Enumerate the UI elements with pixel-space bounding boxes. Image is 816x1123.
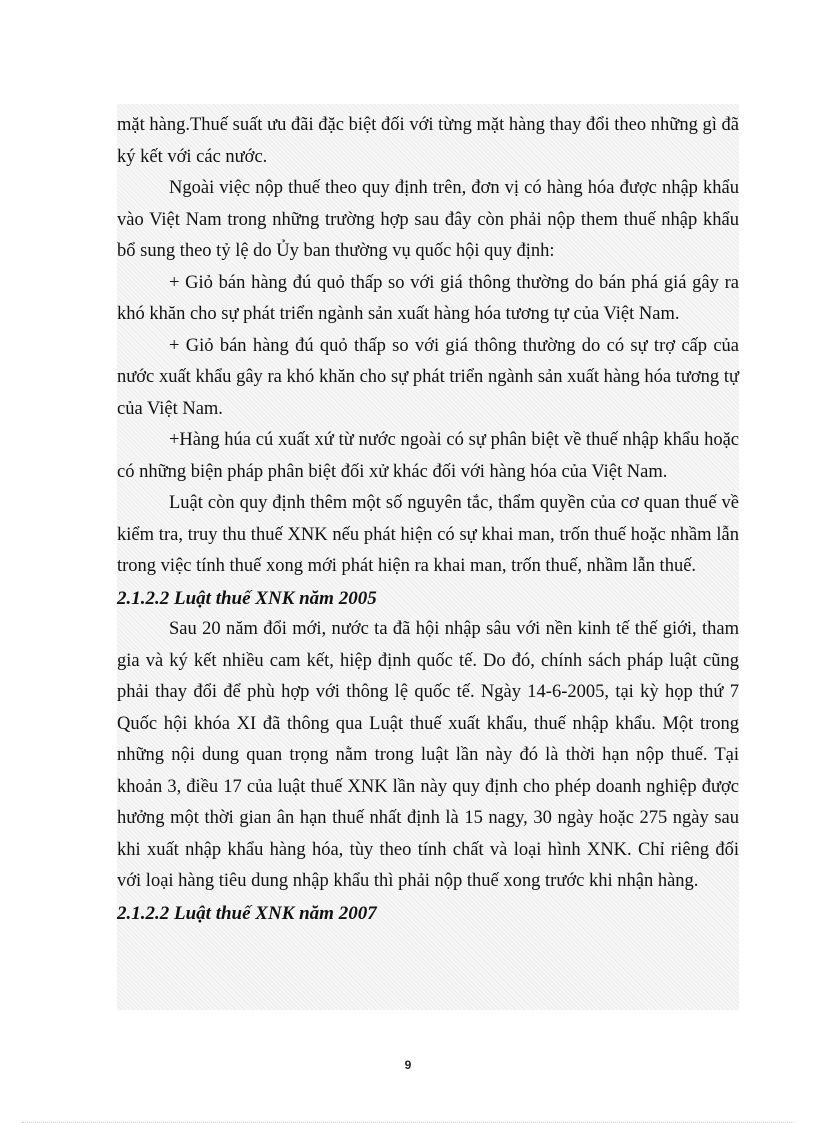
- document-body: [117, 110, 739, 929]
- section-heading-2005: 2.1.2.2 Luật thuế XNK năm 2005: [117, 587, 377, 609]
- paragraph-inspection: Luật còn quy định thêm một số nguyên tắc, thẩm quyền của cơ quan thuế về kiểm tra, truy thu thuế XNK nếu phát hiện có sự khai man, trốn thuế hoặc nhầm lẫn trong việc tính thuế xong mới phát hiện ra khai man, trốn thuế, nhầm lẫn thuế.: [117, 493, 739, 576]
- paragraph-dumping: + Giỏ bán hàng đú quỏ thấp so với giá thông thường do bán phá giá gây ra khó khăn cho sự phát triển ngành sản xuất hàng hóa tương tự của Việt Nam.: [117, 272, 739, 324]
- paragraph-discrimination: +Hàng húa cú xuất xứ từ nước ngoài có sự phân biệt về thuế nhập khẩu hoặc có những biện pháp phân biệt đối xử khác đối với hàng hóa của Việt Nam.: [117, 430, 739, 482]
- page-number: 9: [404, 1058, 412, 1072]
- paragraph-supplementary-tax: Ngoài việc nộp thuế theo quy định trên, đơn vị có hàng hóa được nhập khẩu vào Việt Nam trong những trường hợp sau đây còn phải nộp them thuế nhập khẩu bổ sung theo tỷ lệ do Ủy ban thường vụ quốc hội quy định:: [117, 178, 739, 261]
- paragraph-continuation: mặt hàng.Thuế suất ưu đãi đặc biệt đối với từng mặt hàng thay đổi theo những gì đã ký kết với các nước.: [117, 115, 739, 167]
- paragraph-subsidy: + Giỏ bán hàng đú quỏ thấp so với giá thông thường do có sự trợ cấp của nước xuất khẩu gây ra khó khăn cho sự phát triển ngành sản xuất hàng hóa tương tự của Việt Nam.: [117, 335, 739, 419]
- paragraph-law-2005: Sau 20 năm đổi mới, nước ta đã hội nhập sâu với nền kinh tế thế giới, tham gia và ký kết nhiều cam kết, hiệp định quốc tế. Do đó, chính sách pháp luật cũng phải thay đổi để phù hợp với thông lệ quốc tế. Ngày 14-6-2005, tại kỳ họp thứ 7 Quốc hội khóa XI đã thông qua Luật thuế xuất khẩu, thuế nhập khẩu. Một trong những nội dung quan trọng nằm trong luật lần này đó là thời hạn nộp thuế. Tại khoản 3, điều 17 của luật thuế XNK lần này quy định cho phép doanh nghiệp được hưởng một thời gian ân hạn thuế nhất định là 15 nagy, 30 ngày hoặc 275 ngày sau khi xuất nhập khẩu hàng hóa, tùy theo tính chất và loại hình XNK. Chỉ riêng đối với loại hàng tiêu dung nhập khẩu thì phải nộp thuế xong trước khi nhận hàng.: [117, 619, 739, 891]
- section-heading-2007: 2.1.2.2 Luật thuế XNK năm 2007: [117, 902, 377, 924]
